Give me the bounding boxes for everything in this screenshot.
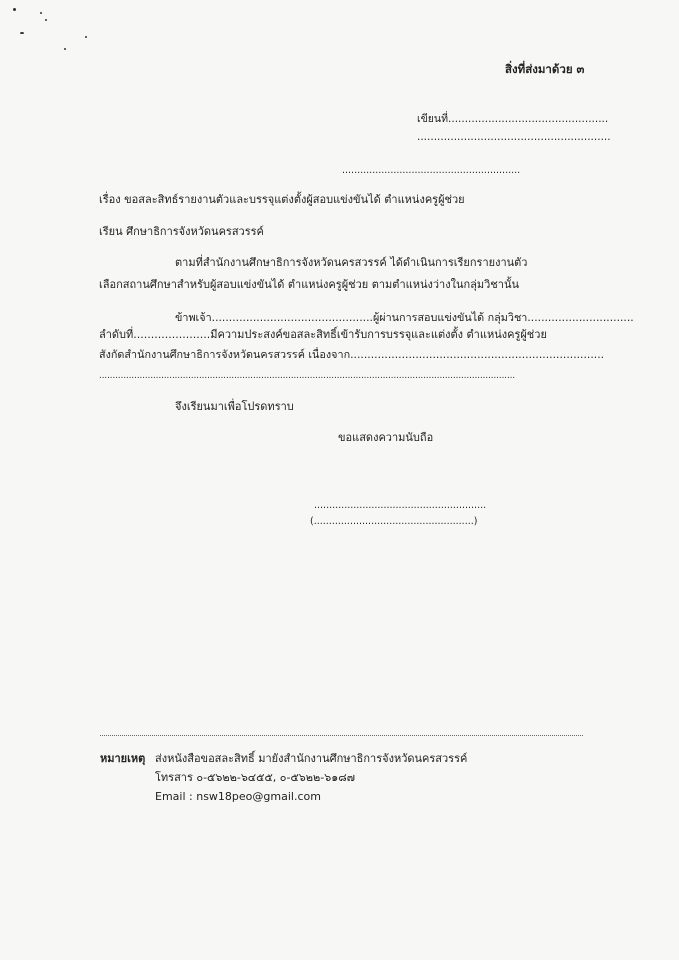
attachment-label: สิ่งที่ส่งมาด้วย ๓ xyxy=(505,62,585,76)
paragraph1-line1: ตามที่สำนักงานศึกษาธิการจังหวัดนครสวรรค์ ได้ดำเนินการเรียกรายงานตัว xyxy=(175,256,528,269)
respect-closing: ขอแสดงความนับถือ xyxy=(338,431,434,444)
paragraph2-line2: ลำดับที่......................มีความประสงค์ขอสละสิทธิ์เข้ารับการบรรจุและแต่งตั้ง ตำแหน่งครูผู้ช่วย xyxy=(99,328,547,341)
note-line1: ส่งหนังสือขอสละสิทธิ์ มายังสำนักงานศึกษาธิการจังหวัดนครสวรรค์ xyxy=(155,752,468,765)
signature-line: ......................................................... xyxy=(314,500,487,511)
salutation: เรียน ศึกษาธิการจังหวัดนครสวรรค์ xyxy=(99,225,264,238)
scan-speck xyxy=(20,32,24,34)
paragraph2-line3: สังกัดสำนักงานศึกษาธิการจังหวัดนครสวรรค์ เนื่องจาก.......................................................................... xyxy=(99,348,605,361)
closing-request: จึงเรียนมาเพื่อโปรดทราบ xyxy=(175,400,294,413)
scan-speck xyxy=(45,19,47,21)
note-label: หมายเหตุ xyxy=(100,752,146,765)
paragraph2-line1: ข้าพเจ้า...............................................ผู้ผ่านการสอบแข่งขันได้ กลุ่มวิชา............................... xyxy=(175,311,634,324)
scan-speck xyxy=(13,8,16,11)
paragraph1-line2: เลือกสถานศึกษาสำหรับผู้สอบแข่งขันได้ ตำแหน่งครูผู้ช่วย ตามตำแหน่งว่างในกลุ่มวิชานั้น xyxy=(99,278,519,291)
written-at-continued: .......................................................... xyxy=(417,131,611,143)
note-line2: โทรสาร ๐-๕๖๒๒-๖๔๕๕, ๐-๕๖๒๒-๖๑๘๗ xyxy=(155,771,355,784)
written-at: เขียนที่................................................ xyxy=(417,113,609,125)
note-email: Email : nsw18peo@gmail.com xyxy=(155,790,321,803)
subject-line: เรื่อง ขอสละสิทธ์รายงานตัวและบรรจุแต่งตั้งผู้สอบแข่งขันได้ ตำแหน่งครูผู้ช่วย xyxy=(99,193,465,206)
date-line: ........................................................... xyxy=(342,165,521,176)
note-separator xyxy=(100,735,583,736)
scan-speck xyxy=(64,48,66,50)
signature-name: (.....................................................) xyxy=(310,516,478,527)
scan-speck xyxy=(85,36,87,38)
paragraph2-line4: .......................................................................................................................................................... xyxy=(99,371,516,381)
scan-speck xyxy=(40,12,42,14)
